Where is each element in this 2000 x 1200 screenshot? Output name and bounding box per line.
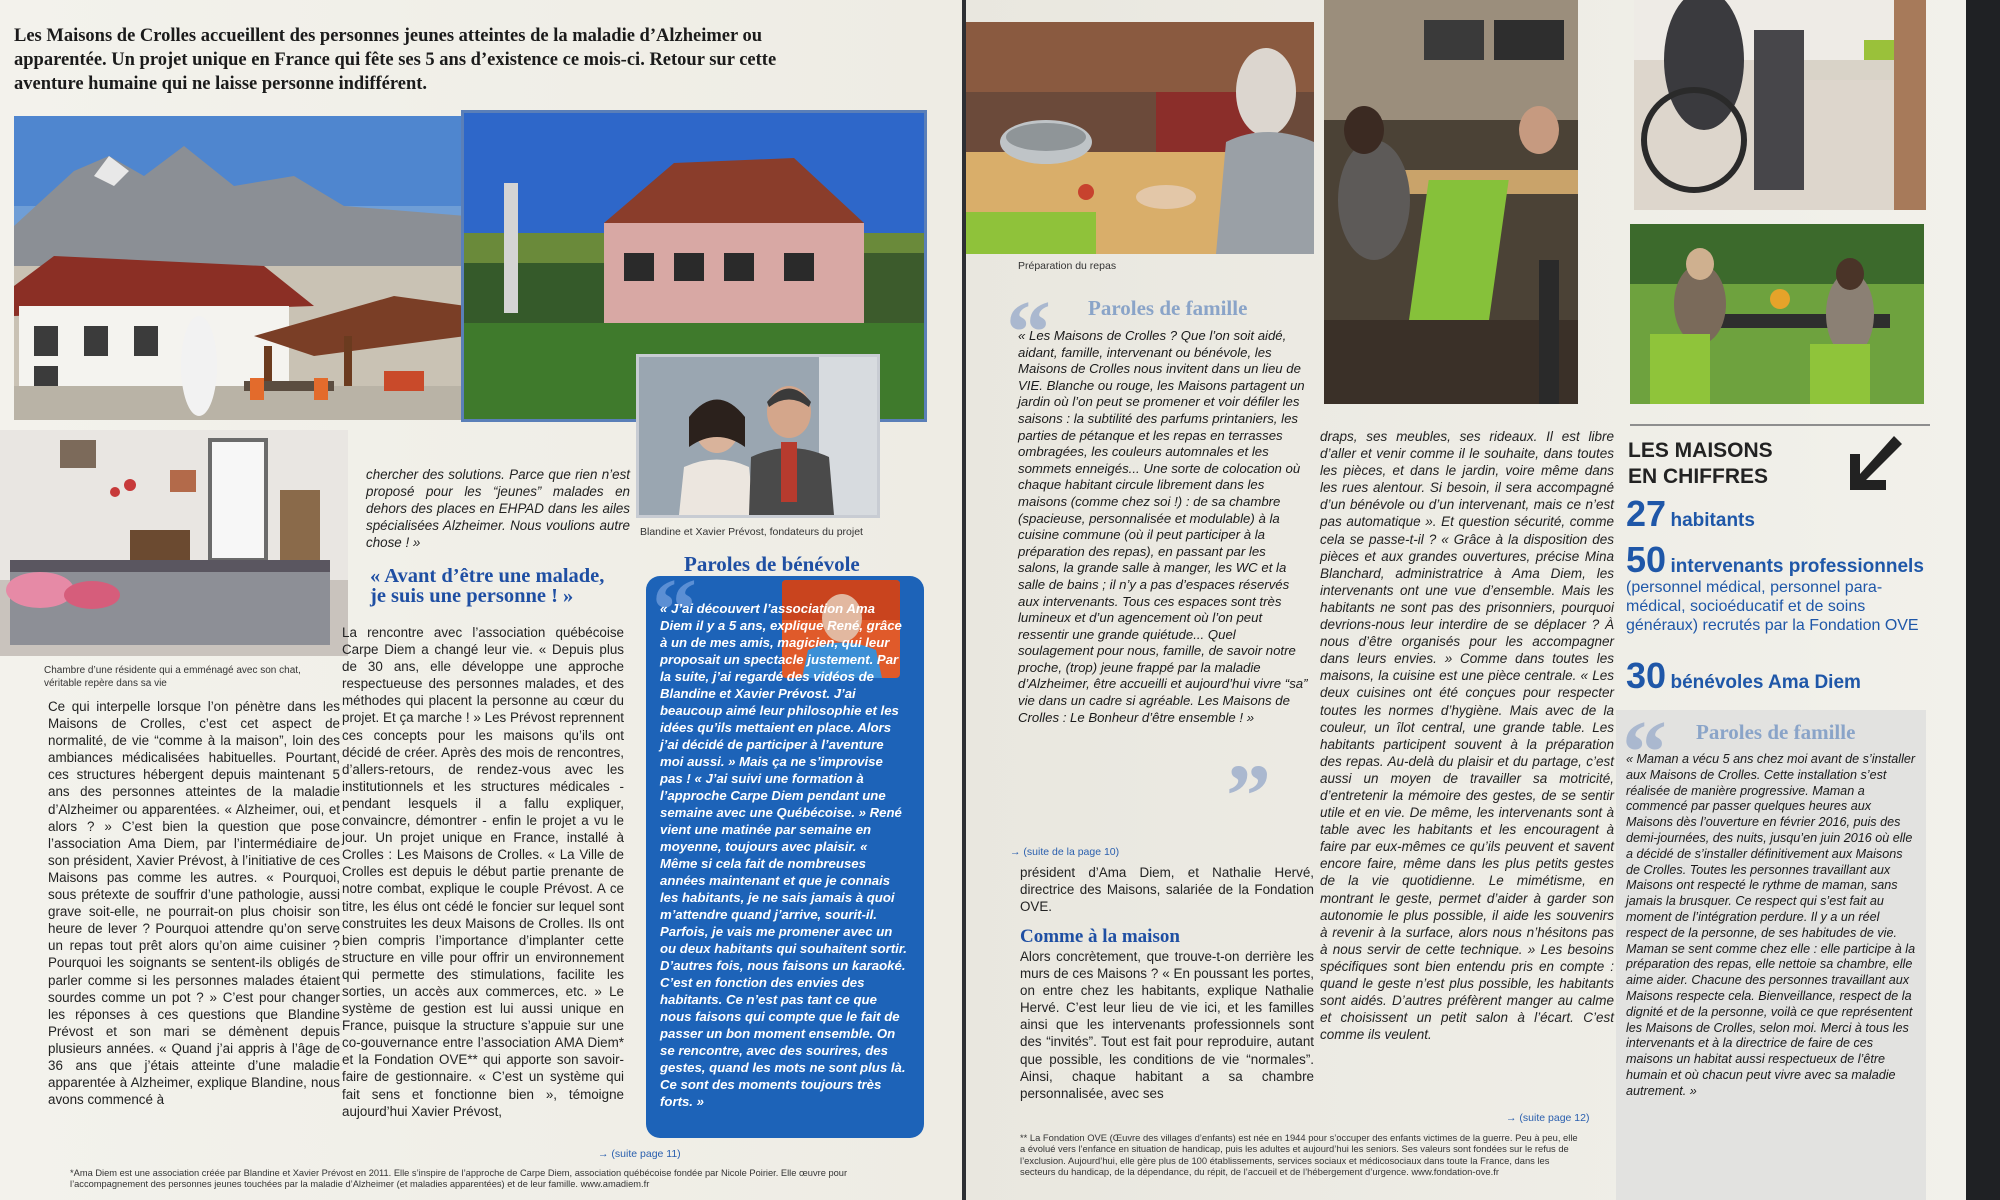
stat-habitants bbox=[1626, 493, 1926, 534]
open-quote-icon: “ bbox=[652, 561, 697, 660]
stat-intervenants bbox=[1626, 539, 1930, 635]
footnote-ama-diem: *Ama Diem est une association créée par Blandine et Xavier Prévost en 2011. Elle s’inspire de l’approche de Carpe Diem, association québécoise fondée par Nicole Poirier. Elle œuvre pour l’accompagnement des personnes jeunes touchées par la maladie d’Alzheimer (et maladies apparentées) et de leur famille. www.amadiem.fr bbox=[70, 1168, 848, 1189]
stat-habitants-label: habitants bbox=[1670, 510, 1755, 531]
caption-meal: Préparation du repas bbox=[1018, 260, 1117, 272]
article-column-mid: Alors concrètement, que trouve-t-on derrière les murs de ces Maisons ? « En poussant les portes, on entre chez les habitants, explique Nathalie Hervé. C’est leur lieu de vie ici, et les familles ainsi que les intervenants professionnels sont des “invités”. Tout est fait pour reproduire, autant que possible, les conditions de vie “normales”. Ainsi, chaque habitant a sa chambre personnalisée, avec ses bbox=[1020, 949, 1314, 1101]
caption-bedroom: Chambre d’une résidente qui a emménagé avec son chat, véritable repère dans sa vie bbox=[44, 665, 301, 689]
stats-divider bbox=[1630, 424, 1930, 426]
open-quote-icon: “ bbox=[1006, 283, 1051, 382]
photo-house-mountains bbox=[14, 116, 466, 420]
arrow-down-left-icon bbox=[1844, 432, 1902, 490]
photo-founders bbox=[636, 354, 880, 518]
family-words-text-1: « Les Maisons de Crolles ? Que l’on soit aidé, aidant, famille, intervenant ou bénévole, les Maisons de Crolles nous invitent dans un lieu de VIE. Blanche ou rouge, les Maisons partagent un jardin où l’on peut se promener et voir défiler les saisons : la subtilité des parfums printaniers, les parties de pétanque et les repas en terrasses ombragées, les couleurs automnales et les sommets enneigés... Une sorte de colocation où chaque habitant circule librement dans les maisons (comme chez soi !) : de sa chambre (spacieuse, personnalisée et modulable) à la cuisine commune (où il peut participer à la préparation des repas), en passant par les salons, la grande salle à manger, les WC et la salle de bains ; il n’y a pas d’espaces réservés aux intervenants. Tous ces espaces sont très lumineux et d’un agencement où l’on peut ressentir une grande quiétude... Quel soulagement pour nous, famille, de savoir notre proche, (trop) jeune frappé par la maladie d’Alzheimer, être accueilli et aujourd’hui vivre “sa” vie dans un cadre si agréable. Les Maisons de Crolles : Le Bonheur d’être ensemble ! » bbox=[1018, 328, 1308, 725]
footnote-fondation-ove: ** La Fondation OVE (Œuvre des villages d’enfants) est née en 1944 pour s’occuper des enfants victimes de la guerre. Peu à peu, elle a évolué vers l’enfance en situation de handicap, puis les adultes et aujourd’hui les seniors. Ses valeurs sont fondées sur le refus de l’exclusion. Aujourd’hui, elle gère plus de 100 établissements, services sociaux et médicosociaux dans toute la France, dans les secteurs du handicap, de la dépendance, du répit, de l’accueil et de l’hébergement d’urgence. www.fondation-ove.fr bbox=[1020, 1132, 1578, 1178]
photo-wheelchair bbox=[1634, 0, 1926, 210]
stat-benevoles bbox=[1626, 655, 1926, 696]
photo-bedroom bbox=[0, 430, 348, 656]
stat-habitants-number: 27 bbox=[1626, 493, 1667, 534]
stat-benevoles-label: bénévoles Ama Diem bbox=[1670, 672, 1861, 693]
article-column-2: La rencontre avec l’association québécoise Carpe Diem a changé leur vie. « Depuis plus de 30 ans, elle développe une approche respectueuse des personnes malades, et des méthodes qui placent la personne au cœur du projet. Et ça marche ! » Les Prévost reprennent ces concepts pour les maisons qu’ils ont décidé de créer. Après des mois de rencontres, d’allers-retours, de rendez-vous avec les institutionnels et les structures médicales - pendant lesquels il a fallu expliquer, convaincre, démontrer - enfin le projet a vu le jour. Un projet unique en France, installé à Crolles : Les Maisons de Crolles. « La Ville de Crolles est depuis le début partie prenante de notre combat, explique le couple Prévost. A ce titre, les élus ont cédé le foncier sur lequel sont construites les deux Maisons de Crolles. Ils ont bien compris l’importance d’implanter cette structure en ville pour offrir un environnement qui permette des stimulations, facilite les sorties, un accès aux commerces, etc. » Le système de gestion est lui aussi unique en France, puisque la structure s’appuie sur une co-gouvernance entre l’association AMA Diem* et la Fondation OVE** qui apporte son savoir-faire de gestionnaire. « C’est un système qui fait sens et fonctionne bien », témoigne aujourd’hui Xavier Prévost, bbox=[342, 625, 624, 1119]
family-words-title-1: Paroles de famille bbox=[1088, 296, 1248, 320]
suite-page-11: → (suite page 11) bbox=[598, 1148, 681, 1160]
stat-intervenants-number: 50 bbox=[1626, 539, 1667, 580]
volunteer-box-text: « J’ai découvert l’association Ama Diem il y a 5 ans, explique René, grâce à un de mes amis, magicien, qui leur proposait un spectacle justement. Par la suite, j’ai regardé des vidéos de Blandine et Xavier Prévost. J’ai beaucoup aimé leur philosophie et les idées qu’ils mettaient en place. Alors j’ai décidé de participer à l’aventure moi aussi. » Mais ça ne s’improvise pas ! « J’ai suivi une formation à l’approche Carpe Diem pendant une semaine avec une Québécoise. » René vient une matinée par semaine en moyenne, toujours avec plaisir. « Même si cela fait de nombreuses années maintenant et que je connais les habitants, je ne sais jamais à quoi m’attendre quand j’arrive, sourit-il. Parfois, je vais me promener avec un ou deux habitants qui souhaitent sortir. D’autres fois, nous faisons un karaoké. C’est en fonction des envies des habitants. Ce n’est pas tant ce que nous faisons qui compte que le fait de passer un bon moment ensemble. On se rencontre, avec des sourires, des gestes, quand les mots ne sont plus là. Ce sont des moments toujours très forts. » bbox=[660, 601, 907, 1109]
stat-intervenants-detail: (personnel médical, personnel para-médical, socioéducatif et de soins généraux) recrutés par la Fondation OVE bbox=[1626, 579, 1919, 634]
article-column-right: draps, ses meubles, ses rideaux. Il est libre d’aller et venir comme il le souhaite, dans toutes les pièces, et dans le jardin, voire même dans les rues alentour. Si besoin, il sera accompagné d’un bénévole ou d’un intervenant, mais ce n’est pas automatique ». Et question sécurité, comme cela se passe-t-il ? « Grâce à la disposition des pièces et aux grandes ouvertures, précise Mina Blanchard, administratrice à Ama Diem, les intervenants ont une vue d’ensemble. Mais les habitants ne sont pas des prisonniers, pourquoi devrions-nous leur interdire de se déplacer ? À nous d’être organisés pour les accompagner dans leurs envies. » Comme dans toutes les maisons, la cuisine est une pièce centrale. « Les deux cuisines ont été conçues pour respecter toutes les normes d’hygiène. Mais avec de la couleur, un îlot central, une grande table. Les habitants participent souvent à la préparation des repas. Au-delà du plaisir et du partage, c’est aussi un moyen de travailler sa motricité, d’entretenir la mémoire des gestes, de se sentir utile et en vie. De même, les intervenants sont à table avec les habitants et les encouragent à faire par eux-mêmes ce qu’ils peuvent et savent encore faire, même dans les plus petits gestes de la vie quotidienne. Le mimétisme, en montrant le geste, permet d’aider à garder son autonomie le plus possible, il aide les souvenirs à revenir à la surface, alors nous n’hésitons pas à nous servir de cette technique. » Les besoins spécifiques sont bien entendu pris en compte : quand le geste n’est plus possible, les habitants sont aidés. D’autres préfèrent manger au calme et choisissent un petit salon à l’écart. C’est comme ils veulent. bbox=[1320, 429, 1614, 1043]
article-column-1: Ce qui interpelle lorsque l’on pénètre dans les Maisons de Crolles, c’est cet aspect de normalité, de vie “comme à la maison”, loin des ambiances médicalisées habituelles. Pourtant, ces structures hébergent depuis maintenant 5 ans des personnes atteintes de la maladie d’Alzheimer ou apparentées. « Alzheimer, oui, et alors ? » C’est bien la question que pose l’association Ama Diem, par l’intermédiaire de son président, Xavier Prévost, à l’initiative de ces Maisons pas comme les autres. « Pourquoi, sous prétexte de souffrir d’une pathologie, aussi grave soit-elle, ne pourrait-on plus choisir son heure de lever ? Pourquoi attendre qu’on serve un repas tout prêt alors qu’on aime cuisiner ? Pourquoi les soignants se sentent-ils obligés de parler comme si les personnes malades étaient sourdes comme un pot ? » C’est pour changer les réponses à ces questions que Blandine Prévost et son mari se démènent depuis plusieurs années. « Quand j’ai appris à l’âge de 36 ans que j’étais atteinte d’une maladie apparentée à Alzheimer, explique Blandine, nous avons commencé à bbox=[48, 699, 340, 1108]
subheading-comme-maison: Comme à la maison bbox=[1020, 926, 1180, 947]
stats-title bbox=[1628, 438, 1773, 490]
open-quote-icon: “ bbox=[1622, 703, 1667, 802]
volunteer-box-title: Paroles de bénévole bbox=[684, 552, 860, 576]
suite-page-12: → (suite page 12) bbox=[1506, 1112, 1590, 1124]
close-quote-icon: ” bbox=[1226, 747, 1271, 846]
subheading-personne: « Avant d’être une malade, je suis une personne ! » bbox=[370, 565, 605, 607]
stats-title-line-1: LES MAISONS bbox=[1628, 439, 1773, 462]
suite-from-page-10: → (suite de la page 10) bbox=[1010, 846, 1120, 858]
caption-founders: Blandine et Xavier Prévost, fondateurs du projet bbox=[640, 526, 863, 538]
photo-garden-terrace bbox=[1630, 224, 1924, 404]
stat-benevoles-number: 30 bbox=[1626, 655, 1667, 696]
screen-edge bbox=[1966, 0, 2000, 1200]
family-words-text-2: « Maman a vécu 5 ans chez moi avant de s’installer aux Maisons de Crolles. Cette installation s’est réalisée de manière progressive. Maman a commencé par passer quelques heures aux Maisons dès l’ouverture en février 2016, puis des demi-journées, des nuits, jusqu’en juin 2016 où elle a décidé de s’installer définitivement aux Maisons de Crolles. Toutes les personnes travaillant aux Maisons ont respecté le rythme de maman, sans jamais la brusquer. Ce respect qui s’est fait au moment de l’intégration perdure. Il y a un réel respect de la personne, de ses habitudes de vie. Maman se sent comme chez elle : elle participe à la préparation des repas, elle nettoie sa chambre, elle aime aider. Chacune des personnes travaillant aux Maisons respecte cela. Bienveillance, respect de la dignité et de la personne, voilà ce que représentent les Maisons de Crolles, selon moi. Merci à tous les intervenants et à la directrice de faire de ces maisons un habitat aussi respectueux de l’être humain et où chacun peut vivre avec sa maladie autrement. » bbox=[1626, 752, 1916, 1098]
photo-dining-room bbox=[1324, 0, 1578, 404]
right-page bbox=[966, 0, 1966, 1200]
left-page bbox=[0, 0, 962, 1200]
photo-meal-preparation bbox=[966, 22, 1314, 254]
article-column-mid-top: président d’Ama Diem, et Nathalie Hervé, directrice des Maisons, salariée de la Fondation OVE. bbox=[1020, 865, 1314, 915]
intro-lead: Les Maisons de Crolles accueillent des personnes jeunes atteintes de la maladie d’Alzheimer ou apparentée. Un projet unique en France qui fête ses 5 ans d’existence ce mois-ci. Retour sur cette aventure humaine qui ne laisse personne indifférent. bbox=[14, 26, 777, 94]
stat-intervenants-label: intervenants professionnels bbox=[1670, 556, 1924, 577]
family-words-title-2: Paroles de famille bbox=[1696, 720, 1856, 744]
stats-title-line-2: EN CHIFFRES bbox=[1628, 465, 1769, 488]
article-column-2-top: chercher des solutions. Parce que rien n’est proposé pour les “jeunes” malades en dehors des places en EHPAD dans les ailes spécialisées Alzheimer. Nous voulions autre chose ! » bbox=[366, 467, 630, 551]
